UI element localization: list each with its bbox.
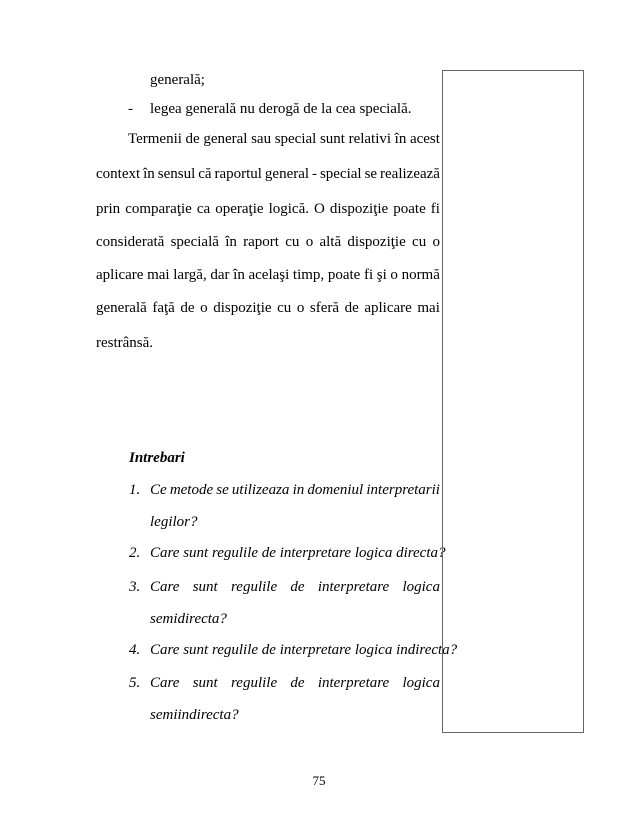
word: fi: [363, 267, 374, 283]
paragraph-line: [96, 266, 440, 284]
word: sunt: [192, 675, 218, 691]
word: O: [314, 201, 325, 217]
word: restrânsă.: [96, 335, 154, 351]
word: considerată: [96, 234, 165, 250]
question-number: 5.: [129, 675, 141, 691]
word: dar: [210, 267, 230, 283]
word: sunt: [192, 579, 218, 595]
question-text-line: [150, 674, 440, 692]
question-text-line: [150, 513, 198, 531]
body-text: generală;: [150, 72, 205, 88]
word: raport: [243, 234, 279, 250]
question-text-line: [150, 610, 227, 628]
text-line: [150, 100, 412, 118]
word: prin: [96, 201, 121, 217]
word: dispoziţie: [213, 300, 272, 316]
word: interpretarii: [366, 482, 440, 498]
word: aplicare: [96, 267, 144, 283]
word: o: [296, 300, 305, 316]
word: o: [200, 300, 208, 316]
word: de: [185, 131, 200, 147]
question-text-line: [150, 641, 457, 659]
word: sau: [251, 131, 272, 147]
margin-box: [442, 70, 584, 733]
word: logica: [402, 579, 440, 595]
word: interpretare: [317, 579, 390, 595]
word: special: [274, 131, 317, 147]
word: cu: [285, 234, 300, 250]
word: ca: [196, 201, 211, 217]
word: o: [432, 234, 440, 250]
word: semidirecta?: [150, 611, 227, 627]
word: logica: [402, 675, 440, 691]
word: dispoziţie: [347, 234, 406, 250]
word: mai: [147, 267, 170, 283]
word: fi: [430, 201, 440, 217]
word: mai: [417, 300, 440, 316]
word: că: [198, 166, 212, 182]
word: general: [203, 131, 248, 147]
paragraph-line: [96, 165, 440, 183]
word: acelaşi: [248, 267, 290, 283]
word: in: [292, 482, 305, 498]
question-number: 4.: [129, 642, 141, 658]
paragraph-line: [128, 130, 440, 148]
word: semiindirecta?: [150, 707, 239, 723]
word: specială: [170, 234, 219, 250]
paragraph-line: [96, 334, 153, 352]
word: timp,: [292, 267, 325, 283]
word: acest: [409, 131, 440, 147]
dash-bullet: -: [128, 101, 133, 117]
word: context: [96, 166, 141, 182]
page-number: [0, 773, 638, 789]
word: raportul: [214, 166, 262, 182]
word: şi: [376, 267, 387, 283]
word: Care sunt regulile de interpretare logica directa?: [150, 545, 446, 561]
word: poate: [393, 201, 426, 217]
text-line: [150, 71, 205, 89]
word: -: [312, 166, 317, 182]
question-text-line: [150, 481, 440, 499]
word: de: [180, 300, 195, 316]
word: poate: [327, 267, 361, 283]
paragraph-line: [96, 233, 440, 251]
word: logică.: [268, 201, 309, 217]
question-text-line: [150, 706, 239, 724]
word: de: [344, 300, 359, 316]
word: se: [364, 166, 378, 182]
word: sferă: [309, 300, 340, 316]
heading-text: Intrebari: [129, 450, 185, 466]
word: realizează: [380, 166, 440, 182]
word: operaţie: [215, 201, 264, 217]
word: în: [143, 166, 155, 182]
word: largă,: [173, 267, 207, 283]
question-text-line: [150, 544, 446, 562]
paragraph-line: [96, 299, 440, 317]
word: faţă: [152, 300, 175, 316]
word: aplicare: [364, 300, 412, 316]
paragraph-line: [96, 200, 440, 218]
body-text: legea generală nu derogă de la cea specială.: [150, 101, 412, 117]
question-text-line: [150, 578, 440, 596]
word: normă: [401, 267, 440, 283]
word: Care: [150, 675, 180, 691]
word: cu: [412, 234, 427, 250]
word: de: [290, 675, 305, 691]
questions-heading: [129, 449, 185, 467]
word: cu: [277, 300, 292, 316]
word: sunt: [319, 131, 345, 147]
word: o: [390, 267, 398, 283]
word: Termenii: [128, 131, 182, 147]
word: Care sunt regulile de interpretare logica indirecta?: [150, 642, 458, 658]
page-number-text: 75: [312, 773, 326, 788]
word: comparaţie: [125, 201, 192, 217]
word: generală: [96, 300, 147, 316]
word: în: [225, 234, 237, 250]
word: domeniul: [307, 482, 364, 498]
word: legilor?: [150, 514, 198, 530]
word: relativi: [348, 131, 392, 147]
list-dash: [128, 100, 133, 118]
word: o: [305, 234, 314, 250]
word: de: [290, 579, 305, 595]
word: Care: [150, 579, 180, 595]
word: se: [216, 482, 229, 498]
word: în: [233, 267, 245, 283]
word: metode: [169, 482, 214, 498]
question-number: 2.: [129, 545, 141, 561]
word: general: [264, 166, 310, 182]
word: Ce: [150, 482, 167, 498]
word: în: [394, 131, 407, 147]
word: sensul: [157, 166, 196, 182]
word: special: [319, 166, 362, 182]
word: altă: [319, 234, 342, 250]
word: interpretare: [317, 675, 390, 691]
question-number: 3.: [129, 579, 141, 595]
question-number: 1.: [129, 482, 141, 498]
word: regulile: [231, 675, 278, 691]
word: utilizeaza: [231, 482, 290, 498]
word: dispoziţie: [329, 201, 389, 217]
word: regulile: [231, 579, 278, 595]
